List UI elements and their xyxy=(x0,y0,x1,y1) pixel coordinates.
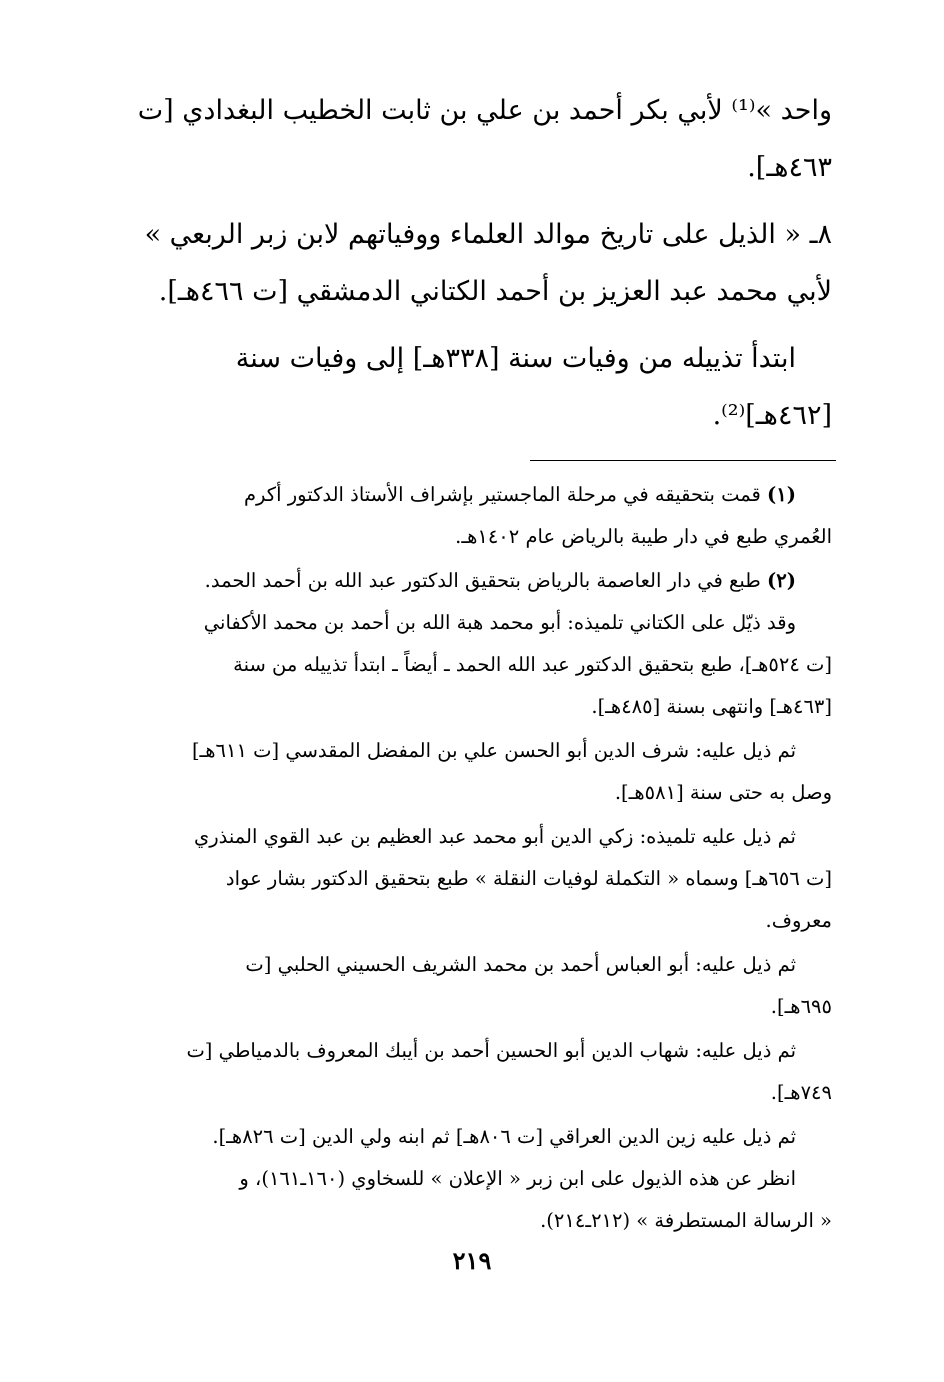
text-line: [٤٦٢هـ]⁽²⁾. xyxy=(712,400,832,431)
main-text xyxy=(117,82,832,444)
footnote-line: طبع في دار العاصمة بالرياض بتحقيق الدكتور عبد الله بن أحمد الحمد. xyxy=(204,569,761,592)
footnote-separator xyxy=(530,460,836,461)
text-line: ٨ـ « الذيل على تاريخ موالد العلماء ووفياتهم لابن زبر الربعي » xyxy=(144,219,832,250)
footnote-number: (١) xyxy=(767,483,796,506)
footnote-line: ثم ذيل عليه زين الدين العراقي [ت ٨٠٦هـ] ثم ابنه ولي الدين [ت ٨٢٦هـ]. xyxy=(212,1125,796,1148)
footnote-line: العُمري طبع في دار طيبة بالرياض عام ١٤٠٢هـ. xyxy=(455,525,832,548)
footnote-line: وقد ذيّل على الكتاني تلميذه: أبو محمد هبة الله بن أحمد بن محمد الأكفاني xyxy=(203,611,796,634)
footnote-line: ثم ذيل عليه: أبو العباس أحمد بن محمد الشريف الحسيني الحلبي [ت xyxy=(245,953,796,976)
paragraph-2 xyxy=(117,206,832,320)
footnote-line: ثم ذيل عليه تلميذه: زكي الدين أبو محمد عبد العظيم بن عبد القوي المنذري xyxy=(193,825,796,848)
footnote-line: [ت ٦٥٦هـ] وسماه « التكملة لوفيات النقلة » طبع بتحقيق الدكتور بشار عواد xyxy=(225,867,832,890)
footnote-line: ثم ذيل عليه: شرف الدين أبو الحسن علي بن المفضل المقدسي [ت ٦١١هـ] xyxy=(191,739,796,762)
paragraph-3 xyxy=(117,330,832,444)
footnote-line: وصل به حتى سنة [٥٨١هـ]. xyxy=(614,781,832,804)
text-line: ابتدأ تذييله من وفيات سنة [٣٣٨هـ] إلى وفيات سنة xyxy=(235,343,796,374)
footnote-line: « الرسالة المستطرفة » (٢١٢ـ٢١٤). xyxy=(540,1209,832,1232)
text-line: ٤٦٣هـ]. xyxy=(747,152,832,183)
footnote-paragraph xyxy=(117,944,832,1028)
footnote-line: [٤٦٣هـ] وانتهى بسنة [٤٨٥هـ]. xyxy=(591,695,832,718)
page-number: ٢١٩ xyxy=(452,1246,492,1275)
text-line: واحد »⁽¹⁾ لأبي بكر أحمد بن علي بن ثابت الخطيب البغدادي [ت xyxy=(137,95,832,126)
footnote-line: ثم ذيل عليه: شهاب الدين أبو الحسين أحمد بن أيبك المعروف بالدمياطي [ت xyxy=(186,1039,796,1062)
footnotes xyxy=(117,474,832,1242)
footnote-1 xyxy=(117,474,832,558)
footnote-line: [ت ٥٢٤هـ]، طبع بتحقيق الدكتور عبد الله الحمد ـ أيضاً ـ ابتدأ تذييله من سنة xyxy=(233,653,832,676)
footnote-line: معروف. xyxy=(765,909,832,932)
footnote-2 xyxy=(117,560,832,728)
footnote-line: ٦٩٥هـ]. xyxy=(770,995,832,1018)
footnote-paragraph xyxy=(117,730,832,814)
footnote-line: انظر عن هذه الذيول على ابن زبر « الإعلان » للسخاوي (١٦٠ـ١٦١)، و xyxy=(239,1167,796,1190)
footnote-paragraph xyxy=(117,1116,832,1242)
footnote-number: (٢) xyxy=(767,569,796,592)
footnote-paragraph xyxy=(117,816,832,942)
paragraph-1 xyxy=(117,82,832,196)
text-line: لأبي محمد عبد العزيز بن أحمد الكتاني الدمشقي [ت ٤٦٦هـ]. xyxy=(158,276,832,307)
footnote-line: ٧٤٩هـ]. xyxy=(770,1081,832,1104)
footnote-line: قمت بتحقيقه في مرحلة الماجستير بإشراف الأستاذ الدكتور أكرم xyxy=(243,483,761,506)
footnote-paragraph xyxy=(117,1030,832,1114)
